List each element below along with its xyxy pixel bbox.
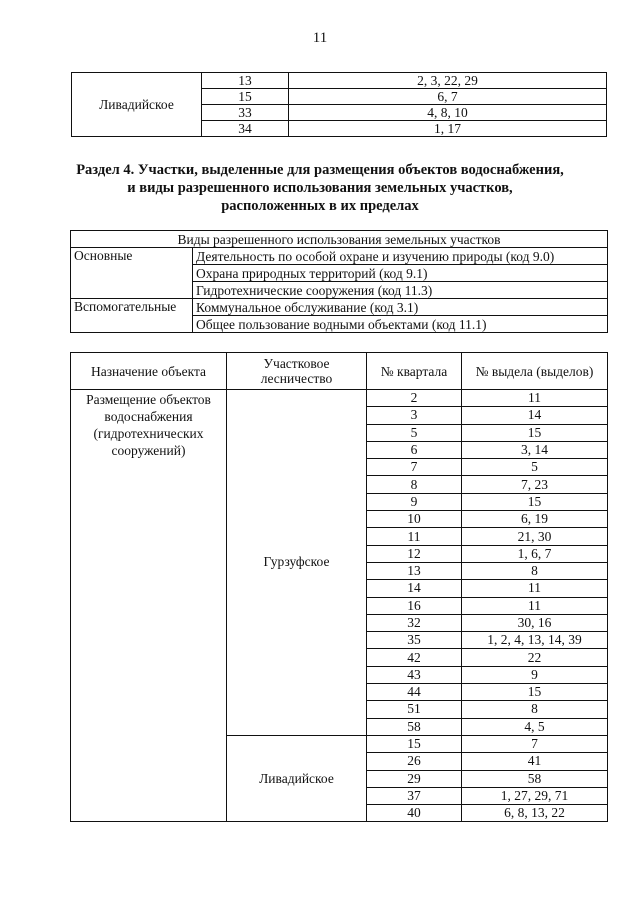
table-row (71, 390, 608, 407)
section-title (40, 161, 600, 215)
plots-cell: 1, 2, 4, 13, 14, 39 (462, 632, 608, 649)
plots-cell: 30, 16 (462, 614, 608, 631)
permitted-use-table (70, 230, 608, 333)
section-title-line: Раздел 4. Участки, выделенные для размещения объектов водоснабжения, (76, 162, 564, 178)
plots-cell: 9 (462, 666, 608, 683)
plots-cell: 58 (462, 770, 608, 787)
column-header-quarter: № квартала (367, 353, 462, 390)
objects-table (70, 352, 608, 822)
plots-cell: 1, 17 (289, 121, 607, 137)
quarter-cell: 10 (367, 511, 462, 528)
plots-cell: 21, 30 (462, 528, 608, 545)
quarter-cell: 15 (202, 89, 289, 105)
plots-cell: 11 (462, 390, 608, 407)
quarter-cell: 6 (367, 441, 462, 458)
quarter-cell: 15 (367, 735, 462, 752)
quarter-cell: 13 (367, 562, 462, 579)
quarter-cell: 42 (367, 649, 462, 666)
column-header-plots: № выдела (выделов) (462, 353, 608, 390)
plots-cell: 11 (462, 580, 608, 597)
plots-cell: 41 (462, 753, 608, 770)
purpose-cell: Размещение объектов водоснабжения (гидротехнических сооружений) (71, 390, 227, 822)
use-item: Деятельность по особой охране и изучению природы (код 9.0) (193, 248, 608, 265)
quarter-cell: 16 (367, 597, 462, 614)
quarter-cell: 7 (367, 459, 462, 476)
quarter-cell: 2 (367, 390, 462, 407)
plots-cell: 15 (462, 424, 608, 441)
quarter-cell: 40 (367, 805, 462, 822)
table-row (72, 73, 607, 89)
aux-label: Вспомогательные (71, 299, 193, 333)
quarter-cell: 32 (367, 614, 462, 631)
plots-cell: 1, 27, 29, 71 (462, 787, 608, 804)
forestry-cell: Ливадийское (227, 735, 367, 821)
quarter-cell: 44 (367, 684, 462, 701)
quarter-cell: 5 (367, 424, 462, 441)
section-title-line: расположенных в их пределах (221, 198, 419, 214)
table-header: Виды разрешенного использования земельных участков (71, 231, 608, 248)
quarter-cell: 12 (367, 545, 462, 562)
quarter-cell: 13 (202, 73, 289, 89)
quarter-cell: 26 (367, 753, 462, 770)
quarter-cell: 29 (367, 770, 462, 787)
table-row (71, 299, 608, 316)
use-item: Охрана природных территорий (код 9.1) (193, 265, 608, 282)
plots-cell: 8 (462, 701, 608, 718)
quarter-cell: 9 (367, 493, 462, 510)
plots-cell: 3, 14 (462, 441, 608, 458)
quarter-cell: 14 (367, 580, 462, 597)
use-item: Гидротехнические сооружения (код 11.3) (193, 282, 608, 299)
plots-cell: 6, 7 (289, 89, 607, 105)
column-header-forestry: Участковое лесничество (227, 353, 367, 390)
table-row (71, 248, 608, 265)
quarter-cell: 33 (202, 105, 289, 121)
plots-cell: 5 (462, 459, 608, 476)
section-title-line: и виды разрешенного использования земельных участков, (127, 180, 513, 196)
plots-cell: 2, 3, 22, 29 (289, 73, 607, 89)
quarter-cell: 3 (367, 407, 462, 424)
column-header-purpose: Назначение объекта (71, 353, 227, 390)
use-item: Коммунальное обслуживание (код 3.1) (193, 299, 608, 316)
continuation-table (71, 72, 607, 137)
main-label: Основные (71, 248, 193, 299)
quarter-cell: 43 (367, 666, 462, 683)
plots-cell: 1, 6, 7 (462, 545, 608, 562)
plots-cell: 11 (462, 597, 608, 614)
plots-cell: 7, 23 (462, 476, 608, 493)
forestry-cell: Ливадийское (72, 73, 202, 137)
plots-cell: 6, 19 (462, 511, 608, 528)
plots-cell: 8 (462, 562, 608, 579)
plots-cell: 6, 8, 13, 22 (462, 805, 608, 822)
plots-cell: 4, 8, 10 (289, 105, 607, 121)
table-header-row (71, 231, 608, 248)
quarter-cell: 34 (202, 121, 289, 137)
use-item: Общее пользование водными объектами (код 11.1) (193, 316, 608, 333)
quarter-cell: 51 (367, 701, 462, 718)
forestry-cell: Гурзуфское (227, 390, 367, 736)
plots-cell: 4, 5 (462, 718, 608, 735)
plots-cell: 7 (462, 735, 608, 752)
quarter-cell: 37 (367, 787, 462, 804)
plots-cell: 15 (462, 684, 608, 701)
table-header-row (71, 353, 608, 390)
quarter-cell: 8 (367, 476, 462, 493)
plots-cell: 14 (462, 407, 608, 424)
quarter-cell: 11 (367, 528, 462, 545)
quarter-cell: 58 (367, 718, 462, 735)
page-number: 11 (312, 30, 328, 46)
quarter-cell: 35 (367, 632, 462, 649)
plots-cell: 15 (462, 493, 608, 510)
plots-cell: 22 (462, 649, 608, 666)
